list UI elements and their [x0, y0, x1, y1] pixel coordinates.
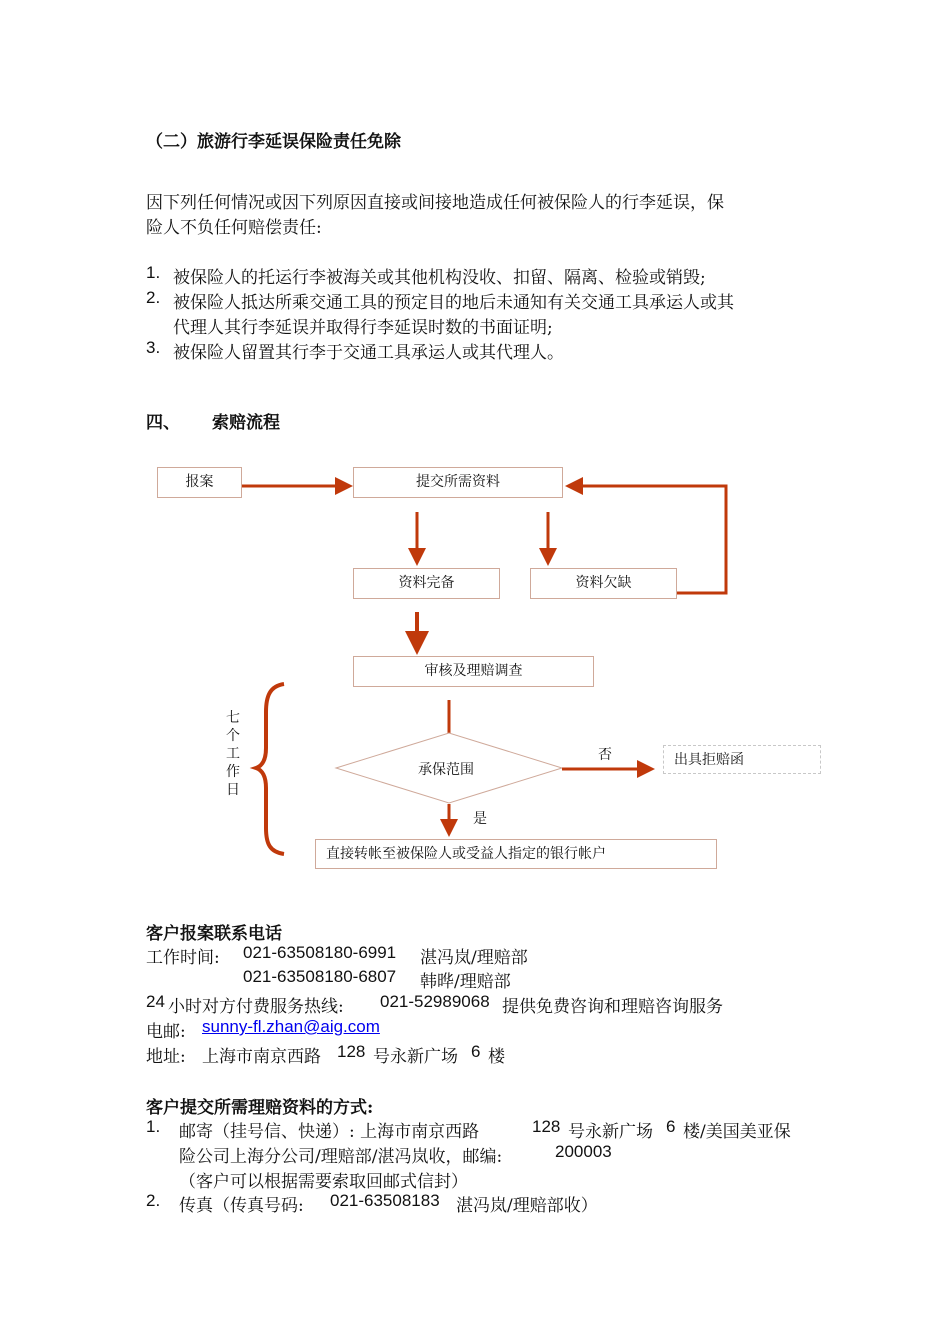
address-number: 128	[337, 1042, 366, 1061]
submission-heading: 客户提交所需理赔资料的方式:	[146, 1098, 374, 1118]
yes-label: 是	[473, 811, 487, 827]
submission-text: 楼/美国美亚保	[683, 1122, 791, 1142]
list-item: 被保险人留置其行李于交通工具承运人或其代理人。	[173, 343, 564, 363]
submission-text: 传真（传真号码:	[179, 1196, 304, 1216]
submission-text: 险公司上海分公司/理赔部/湛冯岚收，邮编:	[179, 1147, 503, 1167]
address-part: 号永新广场	[373, 1047, 458, 1067]
section-heading: （二）旅游行李延误保险责任免除	[146, 132, 401, 152]
address-number: 128	[532, 1117, 561, 1136]
brace-char: 个	[226, 728, 240, 744]
contact-heading: 客户报案联系电话	[146, 924, 282, 944]
list-number: 1.	[146, 263, 161, 282]
list-number: 3.	[146, 338, 161, 357]
brace-char: 七	[226, 710, 240, 726]
flow-box-missing: 资料欠缺	[530, 568, 677, 599]
hotline-label: 小时对方付费服务热线:	[168, 997, 344, 1017]
phone-2: 021-63508180-6807	[243, 967, 397, 986]
hours-label: 工作时间:	[146, 948, 220, 968]
phone-1-owner: 湛冯岚/理赔部	[420, 948, 528, 968]
submission-text: 邮寄（挂号信、快递）: 上海市南京西路	[179, 1122, 480, 1142]
email-label: 电邮:	[146, 1022, 186, 1042]
flow-box-report: 报案	[157, 467, 242, 498]
intro-line-2: 险人不负任何赔偿责任:	[146, 218, 322, 238]
submission-note: （客户可以根据需要索取回邮式信封）	[179, 1172, 468, 1192]
flow-box-complete: 资料完备	[353, 568, 500, 599]
submission-text: 号永新广场	[568, 1122, 653, 1142]
postal-code: 200003	[555, 1142, 612, 1161]
list-number: 2.	[146, 288, 161, 307]
flow-box-review: 审核及理赔调查	[353, 656, 594, 687]
address-part: 楼	[488, 1047, 505, 1067]
phone-2-owner: 韩晔/理赔部	[420, 972, 511, 992]
seven-days-brace	[256, 684, 284, 854]
phone-1: 021-63508180-6991	[243, 943, 397, 962]
intro-line-1: 因下列任何情况或因下列原因直接或间接地造成任何被保险人的行李延误，保	[146, 193, 724, 213]
no-label: 否	[598, 747, 612, 763]
address-floor: 6	[471, 1042, 481, 1061]
section-number: 四、	[146, 413, 180, 433]
brace-char: 作	[226, 764, 240, 780]
hotline-desc: 提供免费咨询和理赔咨询服务	[502, 997, 723, 1017]
section-title: 索赔流程	[212, 413, 280, 433]
flow-box-submit: 提交所需资料	[353, 467, 563, 498]
hotline-number: 021-52989068	[380, 992, 490, 1011]
email-link[interactable]: sunny-fl.zhan@aig.com	[202, 1017, 380, 1036]
address-part: 上海市南京西路	[202, 1047, 321, 1067]
fax-number: 021-63508183	[330, 1191, 440, 1210]
flow-box-reject: 出具拒赔函	[663, 745, 821, 774]
brace-char: 工	[226, 746, 240, 762]
flow-box-transfer: 直接转帐至被保险人或受益人指定的银行帐户	[315, 839, 717, 869]
list-number: 1.	[146, 1117, 161, 1136]
hotline-prefix: 24	[146, 992, 165, 1011]
list-item-continuation: 代理人其行李延误并取得行李延误时数的书面证明;	[173, 318, 553, 338]
list-number: 2.	[146, 1191, 161, 1210]
decision-label: 承保范围	[418, 762, 474, 778]
list-item: 被保险人抵达所乘交通工具的预定目的地后未通知有关交通工具承运人或其	[173, 293, 734, 313]
submission-text: 湛冯岚/理赔部收）	[456, 1196, 598, 1216]
list-item: 被保险人的托运行李被海关或其他机构没收、扣留、隔离、检验或销毁;	[173, 268, 706, 288]
address-floor: 6	[666, 1117, 676, 1136]
address-label: 地址:	[146, 1047, 186, 1067]
brace-char: 日	[226, 782, 240, 798]
